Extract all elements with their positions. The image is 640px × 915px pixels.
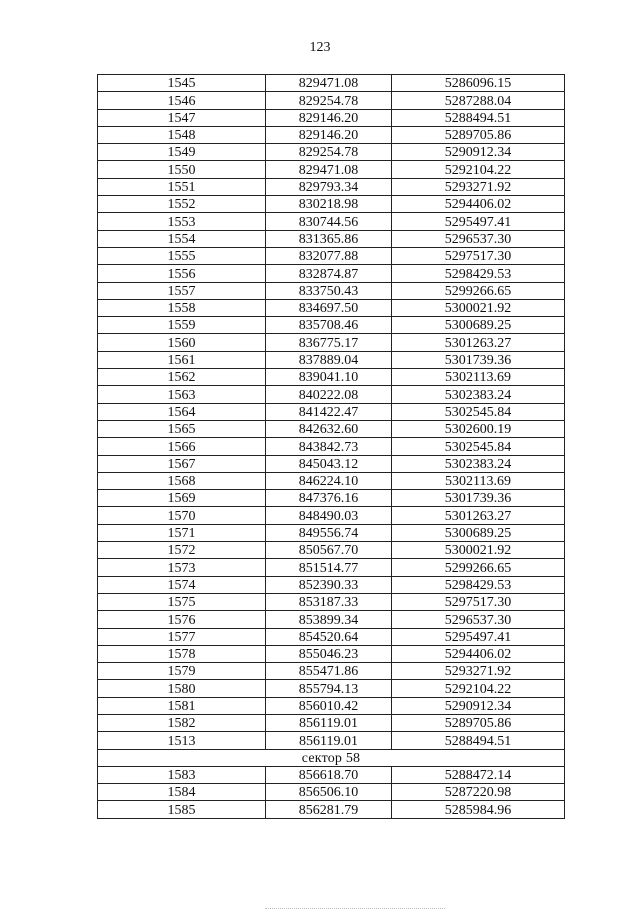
table-row bbox=[98, 265, 565, 282]
point-number-cell: 1576 bbox=[98, 611, 266, 628]
section-label: сектор 58 bbox=[98, 749, 565, 766]
point-number-cell: 1578 bbox=[98, 645, 266, 662]
point-number-cell: 1550 bbox=[98, 161, 266, 178]
y-coordinate-cell: 5301263.27 bbox=[392, 334, 565, 351]
table-row bbox=[98, 213, 565, 230]
x-coordinate-cell: 840222.08 bbox=[266, 386, 392, 403]
point-number-cell: 1558 bbox=[98, 299, 266, 316]
table-row bbox=[98, 611, 565, 628]
coordinates-table bbox=[97, 74, 565, 819]
y-coordinate-cell: 5302545.84 bbox=[392, 403, 565, 420]
table-row bbox=[98, 75, 565, 92]
table-row bbox=[98, 697, 565, 714]
table-row bbox=[98, 144, 565, 161]
x-coordinate-cell: 845043.12 bbox=[266, 455, 392, 472]
y-coordinate-cell: 5300689.25 bbox=[392, 524, 565, 541]
point-number-cell: 1581 bbox=[98, 697, 266, 714]
point-number-cell: 1568 bbox=[98, 472, 266, 489]
y-coordinate-cell: 5293271.92 bbox=[392, 178, 565, 195]
x-coordinate-cell: 829471.08 bbox=[266, 75, 392, 92]
point-number-cell: 1563 bbox=[98, 386, 266, 403]
y-coordinate-cell: 5294406.02 bbox=[392, 196, 565, 213]
x-coordinate-cell: 846224.10 bbox=[266, 472, 392, 489]
point-number-cell: 1559 bbox=[98, 317, 266, 334]
point-number-cell: 1567 bbox=[98, 455, 266, 472]
x-coordinate-cell: 853899.34 bbox=[266, 611, 392, 628]
y-coordinate-cell: 5297517.30 bbox=[392, 593, 565, 610]
point-number-cell: 1513 bbox=[98, 732, 266, 749]
y-coordinate-cell: 5301739.36 bbox=[392, 351, 565, 368]
y-coordinate-cell: 5302600.19 bbox=[392, 420, 565, 437]
y-coordinate-cell: 5299266.65 bbox=[392, 282, 565, 299]
x-coordinate-cell: 831365.86 bbox=[266, 230, 392, 247]
y-coordinate-cell: 5301739.36 bbox=[392, 490, 565, 507]
point-number-cell: 1582 bbox=[98, 714, 266, 731]
table-row bbox=[98, 542, 565, 559]
x-coordinate-cell: 856010.42 bbox=[266, 697, 392, 714]
table-row bbox=[98, 472, 565, 489]
x-coordinate-cell: 829254.78 bbox=[266, 92, 392, 109]
y-coordinate-cell: 5302113.69 bbox=[392, 472, 565, 489]
point-number-cell: 1570 bbox=[98, 507, 266, 524]
table-row bbox=[98, 714, 565, 731]
point-number-cell: 1547 bbox=[98, 109, 266, 126]
x-coordinate-cell: 839041.10 bbox=[266, 369, 392, 386]
x-coordinate-cell: 855046.23 bbox=[266, 645, 392, 662]
table-row bbox=[98, 663, 565, 680]
y-coordinate-cell: 5289705.86 bbox=[392, 126, 565, 143]
x-coordinate-cell: 854520.64 bbox=[266, 628, 392, 645]
y-coordinate-cell: 5298429.53 bbox=[392, 265, 565, 282]
point-number-cell: 1554 bbox=[98, 230, 266, 247]
table-row bbox=[98, 178, 565, 195]
table-row bbox=[98, 230, 565, 247]
point-number-cell: 1560 bbox=[98, 334, 266, 351]
x-coordinate-cell: 834697.50 bbox=[266, 299, 392, 316]
point-number-cell: 1553 bbox=[98, 213, 266, 230]
x-coordinate-cell: 830744.56 bbox=[266, 213, 392, 230]
y-coordinate-cell: 5297517.30 bbox=[392, 247, 565, 264]
x-coordinate-cell: 829471.08 bbox=[266, 161, 392, 178]
y-coordinate-cell: 5295497.41 bbox=[392, 628, 565, 645]
y-coordinate-cell: 5292104.22 bbox=[392, 680, 565, 697]
x-coordinate-cell: 847376.16 bbox=[266, 490, 392, 507]
y-coordinate-cell: 5294406.02 bbox=[392, 645, 565, 662]
table-row bbox=[98, 247, 565, 264]
y-coordinate-cell: 5288472.14 bbox=[392, 766, 565, 783]
table-row bbox=[98, 766, 565, 783]
x-coordinate-cell: 829146.20 bbox=[266, 126, 392, 143]
table-row bbox=[98, 438, 565, 455]
point-number-cell: 1552 bbox=[98, 196, 266, 213]
x-coordinate-cell: 856506.10 bbox=[266, 784, 392, 801]
y-coordinate-cell: 5302383.24 bbox=[392, 386, 565, 403]
x-coordinate-cell: 850567.70 bbox=[266, 542, 392, 559]
table-row bbox=[98, 369, 565, 386]
table-row bbox=[98, 490, 565, 507]
point-number-cell: 1561 bbox=[98, 351, 266, 368]
table-row bbox=[98, 420, 565, 437]
y-coordinate-cell: 5302383.24 bbox=[392, 455, 565, 472]
x-coordinate-cell: 856119.01 bbox=[266, 732, 392, 749]
point-number-cell: 1583 bbox=[98, 766, 266, 783]
table-row bbox=[98, 282, 565, 299]
table-row bbox=[98, 680, 565, 697]
table-row bbox=[98, 645, 565, 662]
y-coordinate-cell: 5302113.69 bbox=[392, 369, 565, 386]
y-coordinate-cell: 5296537.30 bbox=[392, 611, 565, 628]
table-row bbox=[98, 92, 565, 109]
point-number-cell: 1573 bbox=[98, 559, 266, 576]
y-coordinate-cell: 5296537.30 bbox=[392, 230, 565, 247]
x-coordinate-cell: 856281.79 bbox=[266, 801, 392, 818]
y-coordinate-cell: 5293271.92 bbox=[392, 663, 565, 680]
footer-divider bbox=[265, 908, 445, 909]
y-coordinate-cell: 5290912.34 bbox=[392, 697, 565, 714]
x-coordinate-cell: 829146.20 bbox=[266, 109, 392, 126]
x-coordinate-cell: 841422.47 bbox=[266, 403, 392, 420]
y-coordinate-cell: 5287288.04 bbox=[392, 92, 565, 109]
point-number-cell: 1585 bbox=[98, 801, 266, 818]
y-coordinate-cell: 5285984.96 bbox=[392, 801, 565, 818]
x-coordinate-cell: 851514.77 bbox=[266, 559, 392, 576]
point-number-cell: 1562 bbox=[98, 369, 266, 386]
y-coordinate-cell: 5301263.27 bbox=[392, 507, 565, 524]
point-number-cell: 1571 bbox=[98, 524, 266, 541]
table-row bbox=[98, 403, 565, 420]
x-coordinate-cell: 836775.17 bbox=[266, 334, 392, 351]
point-number-cell: 1546 bbox=[98, 92, 266, 109]
point-number-cell: 1557 bbox=[98, 282, 266, 299]
y-coordinate-cell: 5289705.86 bbox=[392, 714, 565, 731]
x-coordinate-cell: 833750.43 bbox=[266, 282, 392, 299]
x-coordinate-cell: 829254.78 bbox=[266, 144, 392, 161]
table-row bbox=[98, 593, 565, 610]
y-coordinate-cell: 5299266.65 bbox=[392, 559, 565, 576]
y-coordinate-cell: 5286096.15 bbox=[392, 75, 565, 92]
x-coordinate-cell: 855794.13 bbox=[266, 680, 392, 697]
x-coordinate-cell: 832874.87 bbox=[266, 265, 392, 282]
table-row bbox=[98, 801, 565, 818]
x-coordinate-cell: 832077.88 bbox=[266, 247, 392, 264]
coordinates-table-body bbox=[98, 75, 565, 819]
point-number-cell: 1580 bbox=[98, 680, 266, 697]
x-coordinate-cell: 842632.60 bbox=[266, 420, 392, 437]
x-coordinate-cell: 848490.03 bbox=[266, 507, 392, 524]
y-coordinate-cell: 5287220.98 bbox=[392, 784, 565, 801]
x-coordinate-cell: 853187.33 bbox=[266, 593, 392, 610]
table-row bbox=[98, 126, 565, 143]
table-row bbox=[98, 334, 565, 351]
table-row bbox=[98, 455, 565, 472]
table-row bbox=[98, 161, 565, 178]
x-coordinate-cell: 855471.86 bbox=[266, 663, 392, 680]
point-number-cell: 1584 bbox=[98, 784, 266, 801]
y-coordinate-cell: 5300021.92 bbox=[392, 542, 565, 559]
y-coordinate-cell: 5300689.25 bbox=[392, 317, 565, 334]
point-number-cell: 1577 bbox=[98, 628, 266, 645]
point-number-cell: 1574 bbox=[98, 576, 266, 593]
table-row bbox=[98, 559, 565, 576]
y-coordinate-cell: 5288494.51 bbox=[392, 109, 565, 126]
y-coordinate-cell: 5300021.92 bbox=[392, 299, 565, 316]
point-number-cell: 1565 bbox=[98, 420, 266, 437]
table-row bbox=[98, 507, 565, 524]
point-number-cell: 1569 bbox=[98, 490, 266, 507]
section-row bbox=[98, 749, 565, 766]
y-coordinate-cell: 5292104.22 bbox=[392, 161, 565, 178]
point-number-cell: 1555 bbox=[98, 247, 266, 264]
point-number-cell: 1572 bbox=[98, 542, 266, 559]
x-coordinate-cell: 829793.34 bbox=[266, 178, 392, 195]
table-row bbox=[98, 386, 565, 403]
table-row bbox=[98, 317, 565, 334]
x-coordinate-cell: 837889.04 bbox=[266, 351, 392, 368]
point-number-cell: 1549 bbox=[98, 144, 266, 161]
point-number-cell: 1566 bbox=[98, 438, 266, 455]
table-row bbox=[98, 576, 565, 593]
x-coordinate-cell: 849556.74 bbox=[266, 524, 392, 541]
x-coordinate-cell: 856618.70 bbox=[266, 766, 392, 783]
x-coordinate-cell: 843842.73 bbox=[266, 438, 392, 455]
point-number-cell: 1548 bbox=[98, 126, 266, 143]
table-row bbox=[98, 524, 565, 541]
table-row bbox=[98, 196, 565, 213]
x-coordinate-cell: 856119.01 bbox=[266, 714, 392, 731]
point-number-cell: 1551 bbox=[98, 178, 266, 195]
x-coordinate-cell: 852390.33 bbox=[266, 576, 392, 593]
table-row bbox=[98, 109, 565, 126]
x-coordinate-cell: 830218.98 bbox=[266, 196, 392, 213]
table-row bbox=[98, 784, 565, 801]
y-coordinate-cell: 5302545.84 bbox=[392, 438, 565, 455]
point-number-cell: 1556 bbox=[98, 265, 266, 282]
table-row bbox=[98, 732, 565, 749]
point-number-cell: 1564 bbox=[98, 403, 266, 420]
page-number: 123 bbox=[309, 40, 331, 55]
y-coordinate-cell: 5290912.34 bbox=[392, 144, 565, 161]
x-coordinate-cell: 835708.46 bbox=[266, 317, 392, 334]
table-row bbox=[98, 628, 565, 645]
table-row bbox=[98, 351, 565, 368]
point-number-cell: 1575 bbox=[98, 593, 266, 610]
y-coordinate-cell: 5298429.53 bbox=[392, 576, 565, 593]
point-number-cell: 1579 bbox=[98, 663, 266, 680]
y-coordinate-cell: 5288494.51 bbox=[392, 732, 565, 749]
y-coordinate-cell: 5295497.41 bbox=[392, 213, 565, 230]
point-number-cell: 1545 bbox=[98, 75, 266, 92]
table-row bbox=[98, 299, 565, 316]
